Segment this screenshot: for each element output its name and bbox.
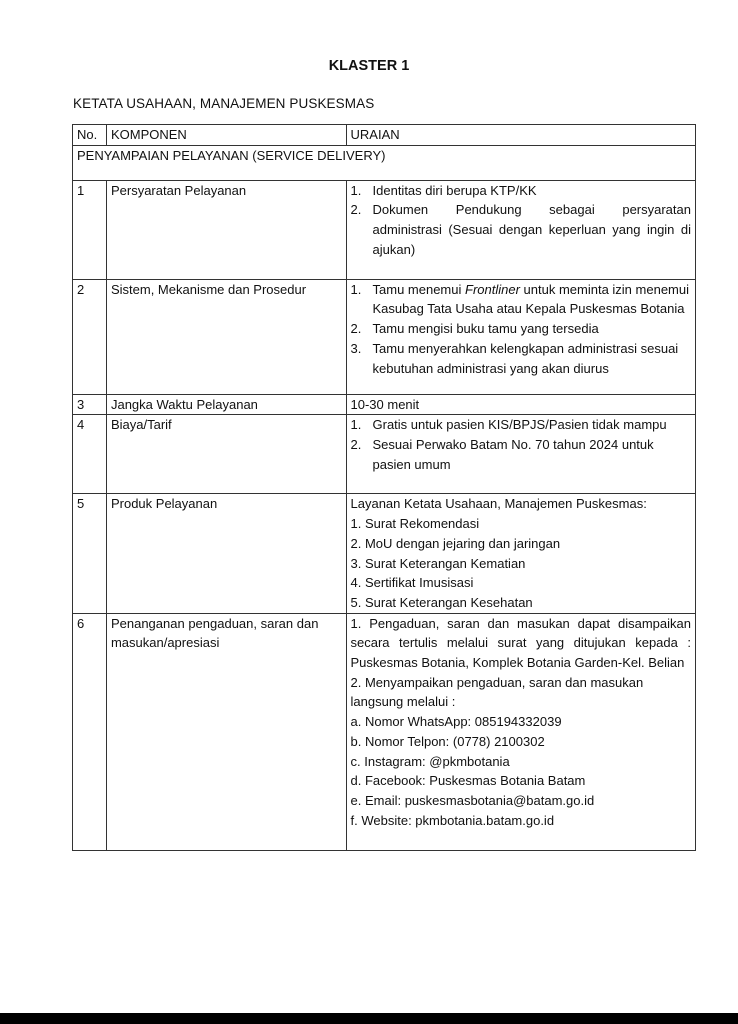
row-description	[346, 494, 695, 613]
list-item: c. Instagram: @pkmbotania	[350, 753, 510, 769]
table-row	[73, 394, 696, 415]
row-number: 6	[73, 613, 107, 850]
row-number: 3	[73, 394, 107, 415]
list-item: f. Website: pkmbotania.batam.go.id	[350, 812, 555, 828]
row-description	[346, 180, 695, 279]
list-item: 2. Tamu mengisi buku tamu yang tersedia	[350, 321, 599, 337]
list-item: a. Nomor WhatsApp: 085194332039	[350, 714, 562, 730]
document-subtitle: KETATA USAHAAN, MANAJEMEN PUSKESMAS	[73, 96, 375, 111]
row-component: Persyaratan Pelayanan	[106, 180, 346, 279]
list-item: 2. Dokumen Pendukung sebagai persyaratan administrasi (Sesuai dengan keperluan yang ingin di ajukan)	[350, 202, 691, 257]
list-item: b. Nomor Telpon: (0778) 2100302	[350, 733, 545, 749]
list-item: 1. Identitas diri berupa KTP/KK	[350, 182, 537, 198]
table-row	[73, 180, 696, 279]
row-component: Produk Pelayanan	[106, 494, 346, 613]
row-description: 10-30 menit	[346, 394, 695, 415]
service-table	[72, 124, 696, 851]
row-description	[346, 613, 695, 850]
list-item: 4. Sertifikat Imusisasi	[350, 575, 474, 591]
list-item: 5. Surat Keterangan Kesehatan	[350, 594, 533, 610]
list-item: 3. Surat Keterangan Kematian	[350, 555, 526, 571]
list-item: 1. Gratis untuk pasien KIS/BPJS/Pasien tidak mampu	[350, 417, 667, 433]
header-uraian: URAIAN	[346, 125, 695, 146]
list-item: 2. Sesuai Perwako Batam No. 70 tahun 2024 untuk pasien umum	[350, 437, 654, 472]
list-item: 1. Surat Rekomendasi	[350, 516, 480, 532]
list-item: 2. MoU dengan jejaring dan jaringan	[350, 535, 561, 551]
section-row	[73, 145, 696, 180]
row-number: 4	[73, 415, 107, 494]
bottom-bar	[0, 1013, 738, 1024]
row-component: Sistem, Mekanisme dan Prosedur	[106, 279, 346, 394]
paragraph: 2. Menyampaikan pengaduan, saran dan masukan langsung melalui :	[350, 674, 644, 710]
list-item: 3. Tamu menyerahkan kelengkapan administrasi sesuai kebutuhan administrasi yang akan diurus	[350, 340, 679, 376]
list-item: e. Email: puskesmasbotania@batam.go.id	[350, 792, 595, 808]
row-description	[346, 279, 695, 394]
row-component: Penanganan pengaduan, saran dan masukan/apresiasi	[106, 613, 346, 850]
paragraph: 1. Pengaduan, saran dan masukan dapat disampaikan secara tertulis melalui surat yang ditujukan kepada : Puskesmas Botania, Komplek Botania Garden-Kel. Belian	[350, 615, 691, 671]
row-number: 1	[73, 180, 107, 279]
row-number: 5	[73, 494, 107, 613]
header-komponen: KOMPONEN	[106, 125, 346, 146]
emphasis-text: Frontliner	[465, 281, 520, 297]
row-number: 2	[73, 279, 107, 394]
row-component: Jangka Waktu Pelayanan	[106, 394, 346, 415]
list-item: d. Facebook: Puskesmas Botania Batam	[350, 773, 586, 789]
row-description	[346, 415, 695, 494]
section-title: PENYAMPAIAN PELAYANAN (SERVICE DELIVERY)	[73, 145, 696, 180]
document-title: KLASTER 1	[328, 58, 410, 74]
table-row	[73, 494, 696, 613]
table-row	[73, 415, 696, 494]
table-row	[73, 279, 696, 394]
list-item: Layanan Ketata Usahaan, Manajemen Puskesmas:	[350, 496, 647, 512]
table-header-row	[73, 125, 696, 146]
table-row	[73, 613, 696, 850]
row-component: Biaya/Tarif	[106, 415, 346, 494]
header-no: No.	[73, 125, 107, 146]
list-item: 1. Tamu menemui Frontliner untuk meminta izin menemui Kasubag Tata Usaha atau Kepala Puskesmas Botania	[350, 281, 689, 317]
